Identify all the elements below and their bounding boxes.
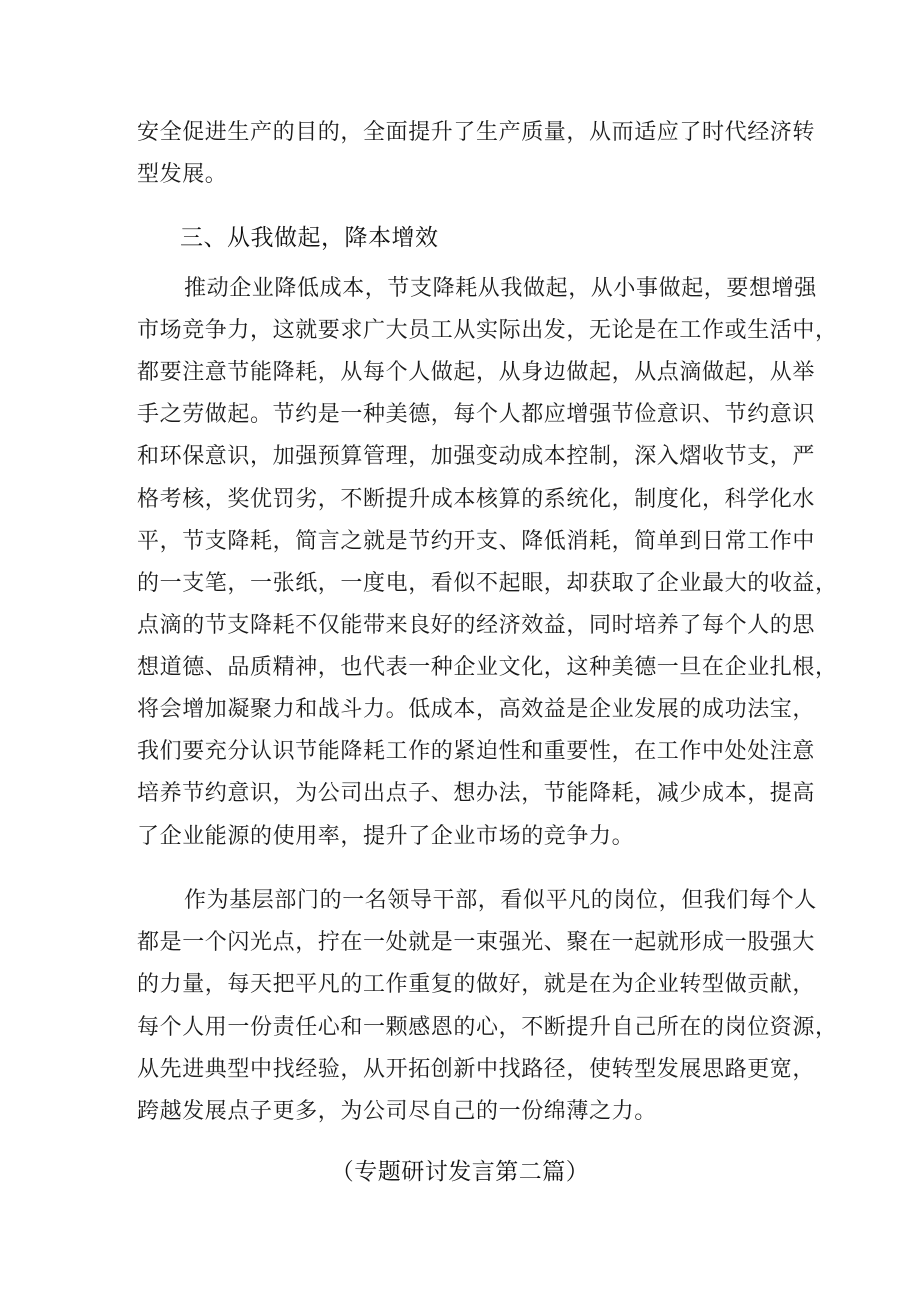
paragraph-line: 每个人用一份责任心和一颗感恩的心，不断提升自己所在的岗位资源， — [137, 1015, 838, 1040]
section-heading: 三、从我做起，降本增效 — [180, 225, 439, 251]
paragraph-line: 我们要充分认识节能降耗工作的紧迫性和重要性，在工作中处处注意 — [137, 739, 816, 764]
next-section-title: （专题研讨发言第二篇） — [330, 1159, 590, 1185]
paragraph-line: 平，节支降耗，简言之就是节约开支、降低消耗，简单到日常工作中 — [137, 529, 816, 554]
paragraph-line: 培养节约意识，为公司出点子、想办法，节能降耗，减少成本，提高 — [137, 781, 816, 806]
paragraph-line: 都是一个闪光点，拧在一处就是一束强光、聚在一起就形成一股强大 — [137, 930, 816, 955]
intro-line: 安全促进生产的目的，全面提升了生产质量，从而适应了时代经济转 — [137, 120, 816, 145]
paragraph-line: 手之劳做起。节约是一种美德，每个人都应增强节俭意识、节约意识 — [137, 402, 816, 427]
paragraph-line: 想道德、品质精神，也代表一种企业文化，这种美德一旦在企业扎根， — [137, 655, 838, 680]
paragraph-line: 和环保意识，加强预算管理，加强变动成本控制，深入熠收节支，严 — [137, 444, 816, 469]
intro-line: 型发展。 — [137, 162, 228, 187]
paragraph-line: 作为基层部门的一名领导干部，看似平凡的岗位，但我们每个人 — [184, 888, 817, 913]
paragraph-line: 的力量，每天把平凡的工作重复的做好，就是在为企业转型做贡献， — [137, 972, 816, 997]
paragraph-line: 的一支笔，一张纸，一度电，看似不起眼，却获取了企业最大的收益， — [137, 571, 838, 596]
paragraph-line: 市场竞争力，这就要求广大员工从实际出发，无论是在工作或生活中， — [137, 318, 838, 343]
paragraph-line: 点滴的节支降耗不仅能带来良好的经济效益，同时培养了每个人的思 — [137, 613, 816, 638]
paragraph-line: 都要注意节能降耗，从每个人做起，从身边做起，从点滴做起，从举 — [137, 360, 816, 385]
paragraph-line: 推动企业降低成本，节支降耗从我做起，从小事做起，要想增强 — [184, 276, 817, 301]
paragraph-line: 格考核，奖优罚劣，不断提升成本核算的系统化，制度化，科学化水 — [137, 487, 816, 512]
paragraph-line: 了企业能源的使用率，提升了企业市场的竞争力。 — [137, 824, 635, 849]
paragraph-line: 将会增加凝聚力和战斗力。低成本，高效益是企业发展的成功法宝， — [137, 697, 816, 722]
paragraph-line: 跨越发展点子更多，为公司尽自己的一份绵薄之力。 — [137, 1099, 657, 1124]
paragraph-line: 从先进典型中找经验，从开拓创新中找路径，使转型发展思路更宽， — [137, 1057, 816, 1082]
